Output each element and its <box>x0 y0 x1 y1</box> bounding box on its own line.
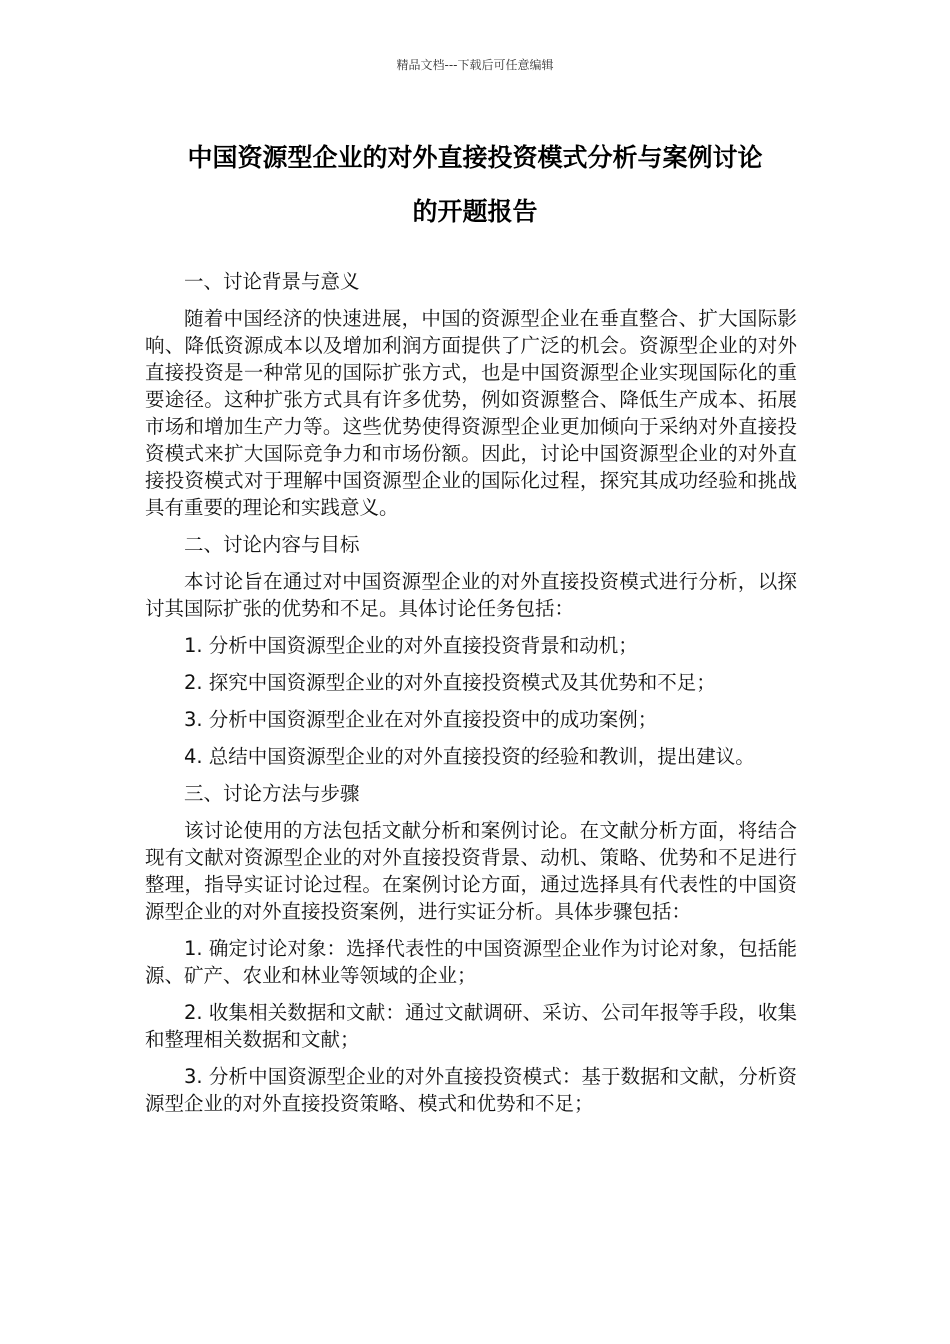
paragraph-background: 随着中国经济的快速进展，中国的资源型企业在垂直整合、扩大国际影响、降低资源成本以及增加利润方面提供了广泛的机会。资源型企业的对外直接投资是一种常见的国际扩张方式，也是中国资源型企业实现国际化的重要途径。这种扩张方式具有许多优势，例如资源整合、降低生产成本、拓展市场和增加生产力等。这些优势使得资源型企业更加倾向于采纳对外直接投资模式来扩大国际竞争力和市场份额。因此，讨论中国资源型企业的对外直接投资模式对于理解中国资源型企业的国际化过程，探究其成功经验和挑战具有重要的理论和实践意义。 <box>145 307 797 519</box>
list-item-step-2: 2. 收集相关数据和文献：通过文献调研、采访、公司年报等手段，收集和整理相关数据和文献； <box>145 1001 797 1051</box>
page-header: 精品文档---下载后可任意编辑 <box>396 58 554 72</box>
list-item-task-1: 1. 分析中国资源型企业的对外直接投资背景和动机； <box>184 634 638 657</box>
title-line-2: 的开题报告 <box>412 197 538 226</box>
section-heading-method: 三、讨论方法与步骤 <box>184 782 360 805</box>
paragraph-method-intro: 该讨论使用的方法包括文献分析和案例讨论。在文献分析方面，将结合现有文献对资源型企业的对外直接投资背景、动机、策略、优势和不足进行整理，指导实证讨论过程。在案例讨论方面，通过选择具有代表性的中国资源型企业的对外直接投资案例，进行实证分析。具体步骤包括： <box>145 819 797 923</box>
section-heading-content: 二、讨论内容与目标 <box>184 533 360 556</box>
document-body <box>145 268 797 1127</box>
title-line-1: 中国资源型企业的对外直接投资模式分析与案例讨论 <box>187 143 763 172</box>
document-title <box>130 131 820 239</box>
section-heading-background: 一、讨论背景与意义 <box>184 270 360 293</box>
list-item-task-4: 4. 总结中国资源型企业的对外直接投资的经验和教训，提出建议。 <box>184 745 755 768</box>
list-item-task-3: 3. 分析中国资源型企业在对外直接投资中的成功案例； <box>184 708 658 731</box>
list-item-step-3: 3. 分析中国资源型企业的对外直接投资模式：基于数据和文献，分析资源型企业的对外直接投资策略、模式和优势和不足； <box>145 1065 797 1115</box>
paragraph-content-intro: 本讨论旨在通过对中国资源型企业的对外直接投资模式进行分析，以探讨其国际扩张的优势和不足。具体讨论任务包括： <box>145 570 797 620</box>
list-item-task-2: 2. 探究中国资源型企业的对外直接投资模式及其优势和不足； <box>184 671 716 694</box>
list-item-step-1: 1. 确定讨论对象：选择代表性的中国资源型企业作为讨论对象，包括能源、矿产、农业和林业等领域的企业； <box>145 937 797 987</box>
